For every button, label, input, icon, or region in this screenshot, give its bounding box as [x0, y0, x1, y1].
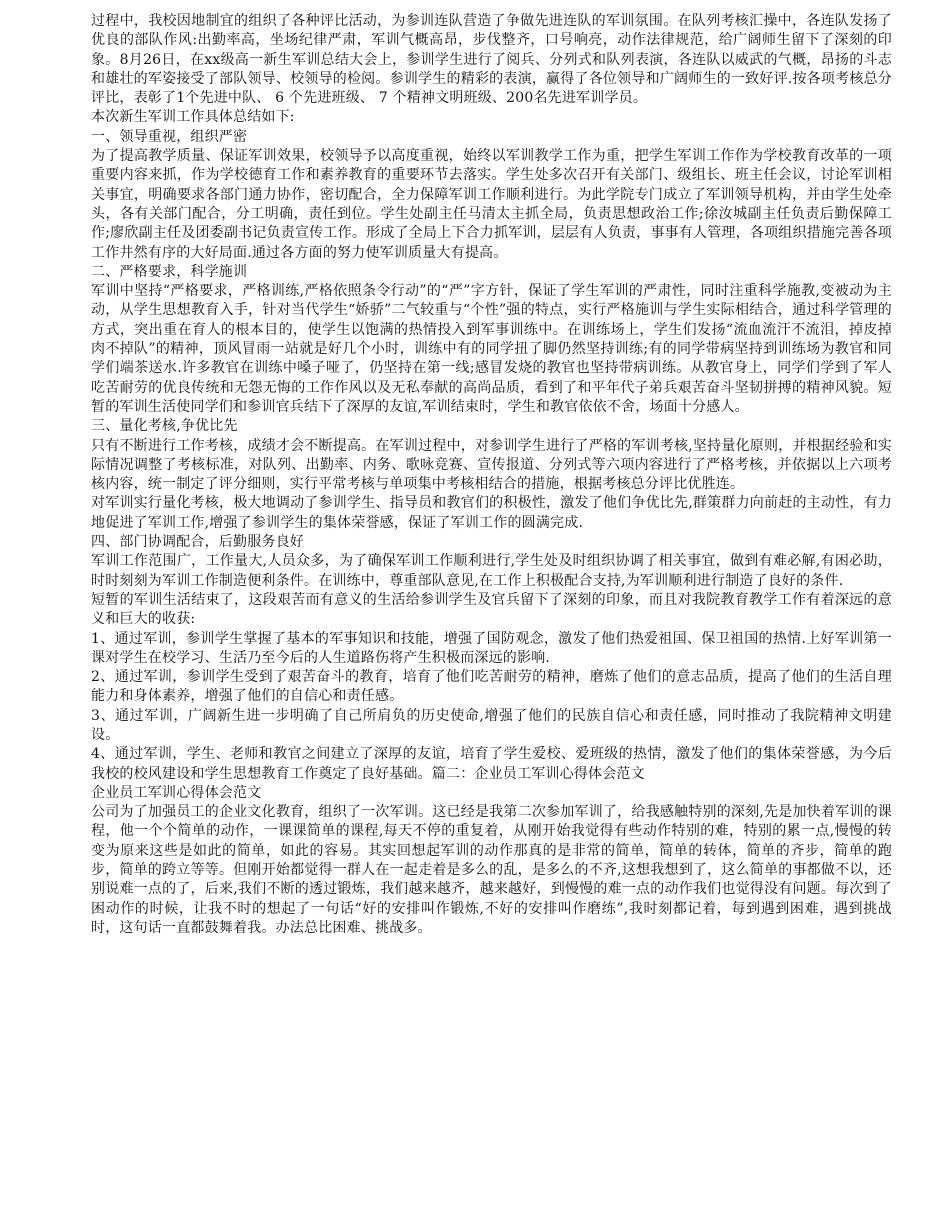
section-heading-2: 二、严格要求，科学施训	[91, 263, 248, 280]
paragraph-section-2: 军训中坚持“严格要求，严格训练,严格依照条令行动”的“严”字方针，保证了学生军训的严肃性，同时注重科学施教,变被动为主动，从学生思想教育入手，针对当代学生“娇骄”二气较重与“个性”强的特点，实行严格施训与学生实际相结合，通过科学管理的方式，突出重在育人的根本目的，使学生以饱满的热情投入到军事训练中。在训练场上，学生们发扬“流血流汗不流泪，掉皮掉肉不掉队”的精神，顶风冒雨一站就是好几个小时，训练中有的同学扭了脚仍然坚持训练;有的同学带病坚持到训练场为教官和同学们端茶送水.许多教官在训练中嗓子哑了，仍坚持在第一线;感冒发烧的教官也坚持带病训练。从教官身上，同学们学到了军人吃苦耐劳的优良传统和无怨无悔的工作作风以及无私奉献的高尚品质，看到了和平年代子弟兵艰苦奋斗坚韧拼搏的精神风貌。短暂的军训生活使同学们和参训官兵结下了深厚的友谊,军训结束时，学生和教官依依不舍，场面十分感人。	[91, 283, 892, 415]
section-heading-3: 三、量化考核,争优比先	[91, 418, 238, 435]
paragraph-intro: 过程中，我校因地制宜的组织了各种评比活动，为参训连队营造了争做先进连队的军训氛围。在队列考核汇操中，各连队发扬了优良的部队作风:出勤率高，坐场纪律严肃，军训气概高昂，步伐整齐，口号响亮，动作法律规范，给广阔师生留下了深刻的印象。8月26日，在xx级高一新生军训总结大会上，参训学生进行了阅兵、分列式和队列表演，各连队以威武的气概，昂扬的斗志和雄壮的军姿接受了部队领导、校领导的检阅。参训学生的精彩的表演，赢得了各位领导和广阔师生的一致好评.按各项考核总分评比，表彰了1个先进中队、 6 个先进班级、 7 个精神文明班级、200名先进军训学员。	[91, 13, 892, 107]
paragraph-section-4: 军训工作范围广，工作量大,人员众多，为了确保军训工作顺利进行,学生处及时组织协调了相关事宜，做到有难必解,有困必助，时时刻刻为军训工作制造便利条件。在训练中，尊重部队意见,在工作上积极配合支持,为军训顺利进行制造了良好的条件.	[91, 553, 892, 589]
article-2-title: 企业员工军训心得体会范文	[91, 784, 262, 801]
list-item-1: 1、通过军训，参训学生掌握了基本的军事知识和技能，增强了国防观念，激发了他们热爱祖国、保卫祖国的热情.上好军训第一课对学生在校学习、生活乃至今后的人生道路伤将产生积极而深远的影响.	[91, 630, 892, 666]
list-item-4: 4、通过军训，学生、老师和教官之间建立了深厚的友谊，培育了学生爱校、爱班级的热情，激发了他们的集体荣誉感，为今后我校的校风建设和学生思想教育工作奠定了良好基础。篇二：企业员工军训心得体会范文	[91, 746, 892, 782]
list-item-2: 2、通过军训，参训学生受到了艰苦奋斗的教育，培育了他们吃苦耐劳的精神，磨炼了他们的意志品质，提高了他们的生活自理能力和身体素养，增强了他们的自信心和责任感。	[91, 669, 892, 705]
paragraph-article-2: 公司为了加强员工的企业文化教育，组织了一次军训。这已经是我第二次参加军训了，给我感触特别的深刻,先是加快着军训的课程，他一个个简单的动作，一课课简单的课程,每天不停的重复着，从刚开始我觉得有些动作特别的难，特别的累一点,慢慢的转变为原来这些是如此的简单，如此的容易。其实回想起军训的动作那真的是非常的简单，简单的转体，简单的齐步，简单的跑步，简单的跨立等等。但刚开始都觉得一群人在一起走着是多么的乱，是多么的不齐,这想我想到了，这么简单的事都做不以，还别说难一点的了，后来,我们不断的透过锻炼，我们越来越齐，越来越好，到慢慢的难一点的动作我们也觉得没有问题。每次到了困动作的时候，让我不时的想起了一句话“好的安排叫作锻炼,不好的安排叫作磨练”,我时刻都记着，每到遇到困难，遇到挑战时，这句话一直都鼓舞着我。办法总比困难、挑战多。	[91, 804, 892, 936]
paragraph-conclusion-lead: 短暂的军训生活结束了，这段艰苦而有意义的生活给参训学生及官兵留下了深刻的印象，而且对我院教育教学工作有着深远的意义和巨大的收获:	[91, 591, 892, 628]
paragraph-section-1: 为了提高教学质量、保证军训效果，校领导予以高度重视，始终以军训教学工作为重，把学生军训工作作为学校教育改革的一项重要内容来抓，作为学校德育工作和素养教育的重要环节去落实。学生处多次召开有关部门、级组长、班主任会议，讨论军训相关事宜，明确要求各部门通力协作，密切配合，全力保障军训工作顺利进行。为此学院专门成立了军训领导机构，并由学生处牵头，各有关部门配合，分工明确，责任到位。学生处副主任马清太主抓全局，负责思想政治工作;徐汝城副主任负责后勤保障工作;廖欣副主任及团委副书记负责宣传工作。形成了全局上下合力抓军训，层层有人负责，事事有人管理，各项组织措施完善各项工作井然有序的大好局面.通过各方面的努力使军训质量大有提高。	[91, 148, 892, 261]
paragraph-section-3b: 对军训实行量化考核，极大地调动了参训学生、指导员和教官们的积极性，激发了他们争优比先,群策群力向前赶的主动性，有力地促进了军训工作,增强了参训学生的集体荣誉感，保证了军训工作的圆满完成.	[91, 495, 892, 531]
document-body	[91, 12, 892, 938]
section-heading-1: 一、领导重视，组织严密	[91, 128, 248, 145]
list-item-3: 3、通过军训，广阔新生进一步明确了自己所肩负的历史使命,增强了他们的民族自信心和责任感，同时推动了我院精神文明建设。	[91, 707, 892, 743]
paragraph-summary-lead: 本次新生军训工作具体总结如下:	[91, 109, 295, 126]
section-heading-4: 四、部门协调配合，后勤服务良好	[91, 534, 304, 551]
paragraph-section-3a: 只有不断进行工作考核，成绩才会不断提高。在军训过程中，对参训学生进行了严格的军训考核,坚持量化原则，并根据经验和实际情况调整了考核标准，对队列、出勤率、内务、歌咏竞赛、宣传报道、分列式等六项内容进行了严格考核，并依据以上六项考核内容，统一制定了评分细则，实行平常考核与单项集中考核相结合的措施，根据考核总分评比优胜连。	[91, 437, 892, 493]
